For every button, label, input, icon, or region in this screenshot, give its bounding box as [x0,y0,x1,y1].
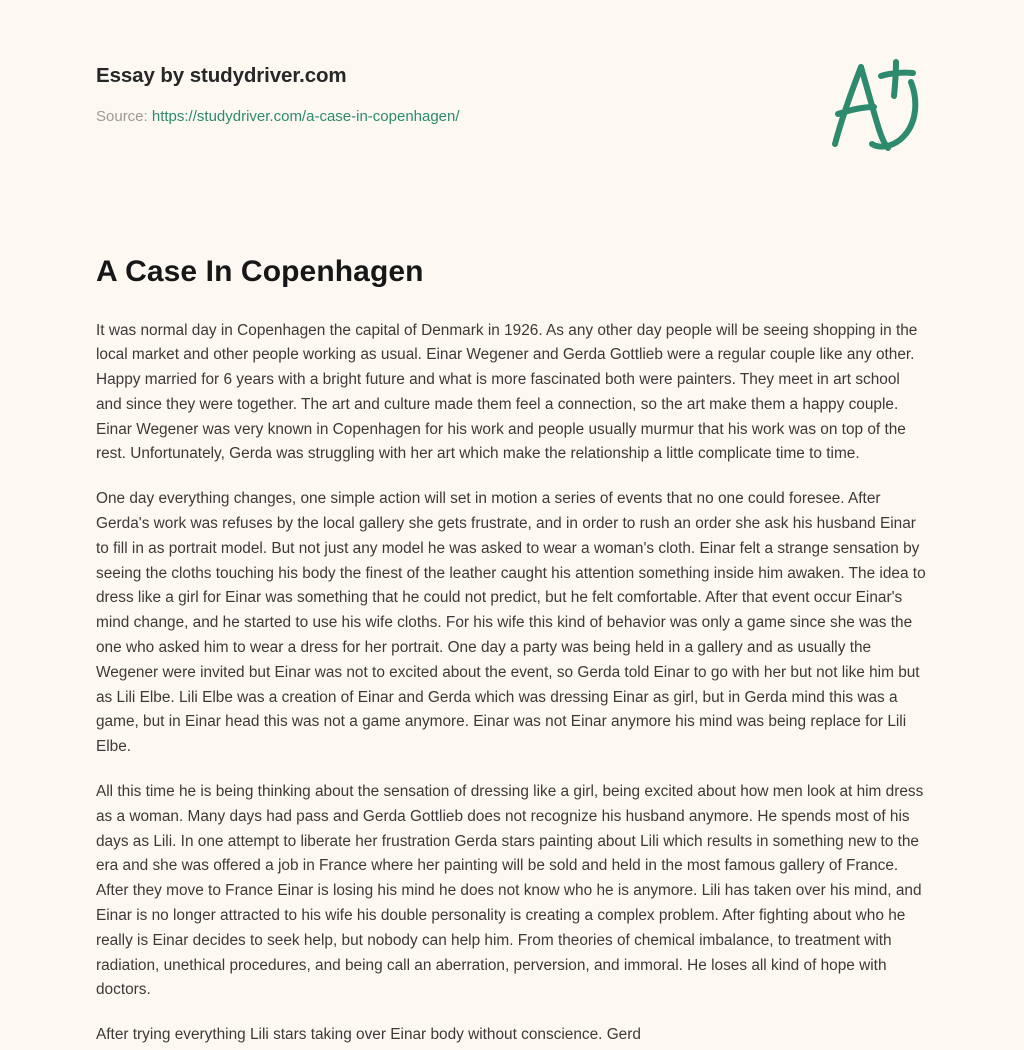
essay-paragraph: It was normal day in Copenhagen the capital of Denmark in 1926. As any other day people will be seeing shopping in the local market and other people working as usual. Einar Wegener and Gerda Gottlieb were a regular couple like any other. Happy married for 6 years with a bright future and what is more fascinated both were painters. They meet in art school and since they were together. The art and culture made them feel a connection, so the art make them a happy couple. Einar Wegener was very known in Copenhagen for his work and people usually murmur that his work was on top of the rest. Unfortunately, Gerda was struggling with her art which make the relationship a little complicate time to time. [96,321,918,463]
page-header [96,0,928,160]
source-line [96,107,928,127]
source-label: Source: [96,107,148,125]
essay-paragraph: One day everything changes, one simple action will set in motion a series of events that no one could foresee. After Gerda's work was refuses by the local gallery she gets frustrate, and in order to rush an order she ask his husband Einar to fill in as portrait model. But not just any model he was asked to wear a woman's cloth. Einar felt a strange sensation by seeing the cloths touching his body the finest of the leather caught his attention something inside him awaken. The idea to dress like a girl for Einar was something that he could not predict, but he felt comfortable. After that event occur Einar's mind change, and he started to use his wife cloths. For his wife this kind of behavior was only a game since she was the one who asked him to wear a dress for her portrait. One day a party was being held in a gallery and as usually the Wegener were invited but Einar was not to excited about the event, so Gerda told Einar to go with her but not like him but as Lili Elbe. Lili Elbe was a creation of Einar and Gerda which was dressing Einar as girl, but in Gerda mind this was a game, but in Einar head this was not a game anymore. Einar was not Einar anymore his mind was being replace for Lili Elbe. [96,490,926,756]
byline: Essay by studydriver.com [96,64,347,87]
studydriver-a-plus-logo-icon [818,52,928,152]
essay-body [96,291,928,1049]
source-url-link[interactable]: https://studydriver.com/a-case-in-copenhagen/ [151,107,460,125]
essay-paragraph: After trying everything Lili stars taking over Einar body without conscience. Gerd [96,1026,641,1044]
page-title: A Case In Copenhagen [96,255,424,288]
essay-paragraph: All this time he is being thinking about the sensation of dressing like a girl, being excited about how men look at him dress as a woman. Many days had pass and Gerda Gottlieb does not recognize his husband anymore. He spends most of his days as Lili. In one attempt to liberate her frustration Gerda stars painting about Lili which results in something new to the era and she was offered a job in France where her painting will be sold and held in the most famous gallery of France. After they move to France Einar is losing his mind he does not know who he is anymore. Lili has taken over his mind, and Einar is no longer attracted to his wife his double personality is creating a complex problem. After fighting about who he really is Einar decides to seek help, but nobody can help him. From theories of chemical imbalance, to treatment with radiation, unethical procedures, and being call an aberration, perversion, and immoral. He loses all kind of hope with doctors. [96,783,924,999]
